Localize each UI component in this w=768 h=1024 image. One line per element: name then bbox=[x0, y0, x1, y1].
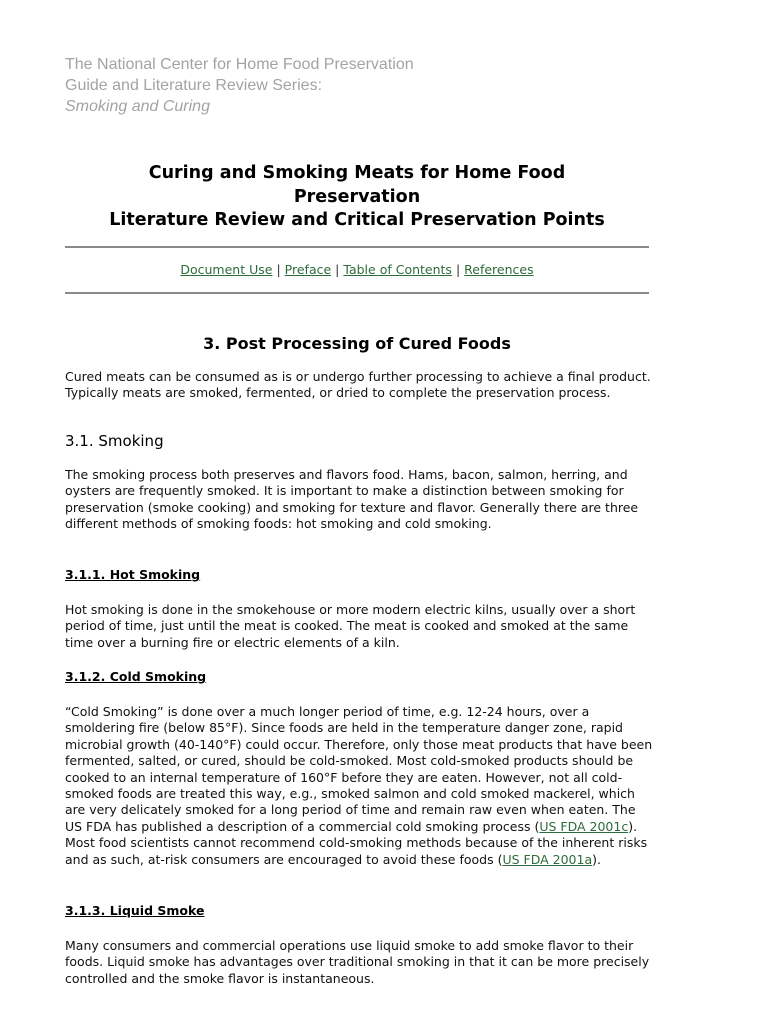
bottom-divider bbox=[65, 292, 649, 294]
nav-separator: | bbox=[335, 262, 340, 277]
series-header-line-3: Smoking and Curing bbox=[65, 98, 210, 115]
series-header-line-2: Guide and Literature Review Series: bbox=[65, 77, 323, 94]
link-us-fda-2001a[interactable]: US FDA 2001a bbox=[502, 851, 593, 867]
series-header-line-1: The National Center for Home Food Preservation bbox=[65, 56, 414, 73]
document-title-line-3: Literature Review and Critical Preservation Points bbox=[109, 210, 605, 230]
cold-smoking-text-b: ). Most food scientists cannot recommend cold-smoking methods because of the inherent risks and as such, at-risk consumers are encouraged to avoid these foods ( bbox=[65, 818, 648, 867]
nav-link-table-of-contents[interactable]: Table of Contents bbox=[343, 262, 452, 277]
top-divider bbox=[65, 246, 649, 248]
nav-link-document-use[interactable]: Document Use bbox=[180, 262, 273, 277]
intro-paragraph: Cured meats can be consumed as is or undergo further processing to achieve a final product. Typically meats are smoked, fermented, or dried to complete the preservation process. bbox=[65, 369, 651, 401]
nav-link-references[interactable]: References bbox=[464, 262, 534, 277]
link-us-fda-2001c[interactable]: US FDA 2001c bbox=[539, 818, 629, 834]
hot-smoking-paragraph: Hot smoking is done in the smokehouse or more modern electric kilns, usually over a short period of time, just until the meat is cooked. The meat is cooked and smoked at the same time over a burning fire or electric elements of a kiln. bbox=[65, 602, 636, 650]
cold-smoking-paragraph bbox=[65, 704, 655, 868]
nav-link-preface[interactable]: Preface bbox=[284, 262, 332, 277]
cold-smoking-text-a: “Cold Smoking” is done over a much longer period of time, e.g. 12-24 hours, over a smoldering fire (below 85°F). Since foods are held in the temperature danger zone, rapid microbial growth (40-140°F) could occur. Therefore, only those meat products that have been fermented, salted, or cured, should be cold-smoked. Most cold-smoked products should be cooked to an internal temperature of 160°F before they are eaten. However, not all cold-smoked foods are treated this way, e.g., smoked salmon and cold smoked mackerel, which are very delicately smoked for a long period of time and remain raw even when eaten. The US FDA has published a description of a commercial cold smoking process ( bbox=[65, 704, 653, 834]
smoking-heading: 3.1. Smoking bbox=[65, 432, 164, 450]
series-header bbox=[65, 54, 414, 117]
document-title-line-1: Curing and Smoking Meats for Home Food bbox=[148, 163, 566, 183]
smoking-paragraph: The smoking process both preserves and flavors food. Hams, bacon, salmon, herring, and oysters are frequently smoked. It is important to make a distinction between smoking for preservation (smoke cooking) and smoking for texture and flavor. Generally there are three different methods of smoking foods: hot smoking and cold smoking. bbox=[65, 467, 639, 532]
liquid-smoke-heading: 3.1.3. Liquid Smoke bbox=[65, 903, 205, 918]
document-title-line-2: Preservation bbox=[293, 186, 421, 207]
document-nav bbox=[65, 262, 649, 278]
section-title: 3. Post Processing of Cured Foods bbox=[203, 334, 511, 353]
nav-separator: | bbox=[455, 262, 461, 277]
hot-smoking-heading: 3.1.1. Hot Smoking bbox=[65, 567, 201, 582]
nav-separator: | bbox=[276, 262, 281, 277]
document-title bbox=[65, 162, 649, 233]
liquid-smoke-paragraph: Many consumers and commercial operations use liquid smoke to add smoke flavor to their foods. Liquid smoke has advantages over traditional smoking in that it can be more precisely controlled and the smoke flavor is instantaneous. bbox=[65, 938, 650, 986]
cold-smoking-heading: 3.1.2. Cold Smoking bbox=[65, 669, 207, 684]
cold-smoking-text-c: ). bbox=[592, 851, 601, 867]
